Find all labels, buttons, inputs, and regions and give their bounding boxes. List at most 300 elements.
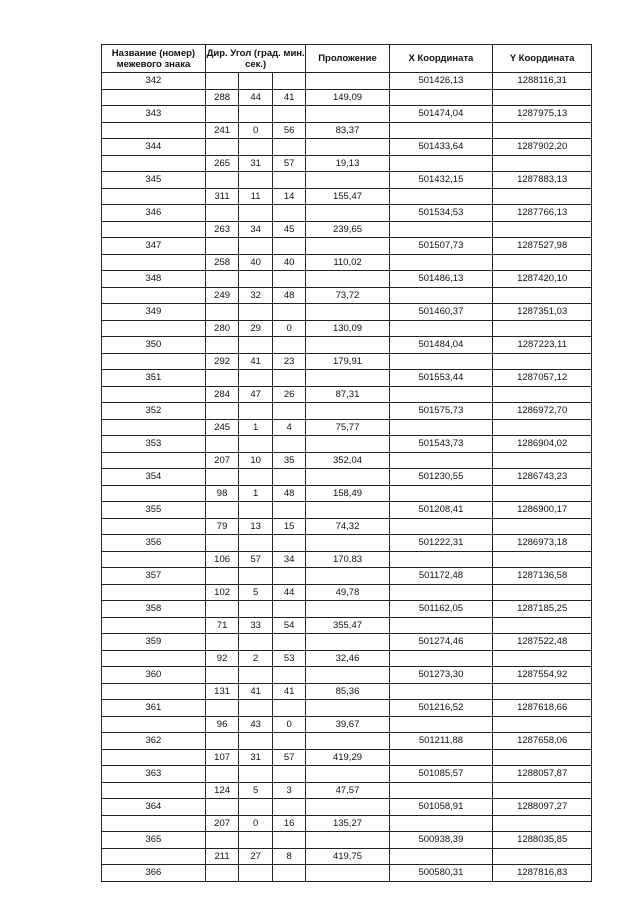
empty-cell xyxy=(493,485,592,502)
angle-sec: 48 xyxy=(272,287,306,304)
empty-cell xyxy=(272,304,306,321)
angle-deg: 107 xyxy=(205,749,239,766)
segment-row xyxy=(102,254,592,271)
angle-sec: 41 xyxy=(272,89,306,106)
empty-cell xyxy=(389,122,493,139)
point-x: 501543,73 xyxy=(389,436,493,453)
point-y: 1287816,83 xyxy=(493,865,592,882)
point-name: 363 xyxy=(102,766,206,783)
table-header-row xyxy=(102,45,592,73)
angle-deg: 131 xyxy=(205,683,239,700)
empty-cell xyxy=(389,485,493,502)
empty-cell xyxy=(493,155,592,172)
angle-min: 31 xyxy=(239,155,273,172)
empty-cell xyxy=(205,139,239,156)
point-name: 347 xyxy=(102,238,206,255)
empty-cell xyxy=(239,667,273,684)
angle-min: 27 xyxy=(239,848,273,865)
segment-length: 85,36 xyxy=(306,683,389,700)
point-y: 1287351,03 xyxy=(493,304,592,321)
segment-row xyxy=(102,749,592,766)
point-x: 501426,13 xyxy=(389,73,493,90)
point-y: 1287136,58 xyxy=(493,568,592,585)
angle-deg: 265 xyxy=(205,155,239,172)
point-name: 348 xyxy=(102,271,206,288)
segment-length: 158,49 xyxy=(306,485,389,502)
empty-cell xyxy=(239,502,273,519)
point-y: 1288057,87 xyxy=(493,766,592,783)
segment-length: 419,29 xyxy=(306,749,389,766)
empty-cell xyxy=(205,568,239,585)
point-y: 1287223,11 xyxy=(493,337,592,354)
segment-row xyxy=(102,122,592,139)
angle-sec: 23 xyxy=(272,353,306,370)
point-x: 501433,64 xyxy=(389,139,493,156)
point-row xyxy=(102,799,592,816)
angle-deg: 211 xyxy=(205,848,239,865)
angle-min: 10 xyxy=(239,452,273,469)
empty-cell xyxy=(102,122,206,139)
segment-row xyxy=(102,221,592,238)
empty-cell xyxy=(102,320,206,337)
point-y: 1287766,13 xyxy=(493,205,592,222)
point-name: 344 xyxy=(102,139,206,156)
point-row xyxy=(102,172,592,189)
empty-cell xyxy=(306,172,389,189)
empty-cell xyxy=(493,221,592,238)
empty-cell xyxy=(272,469,306,486)
segment-row xyxy=(102,452,592,469)
segment-length: 19,13 xyxy=(306,155,389,172)
segment-row xyxy=(102,485,592,502)
empty-cell xyxy=(389,518,493,535)
empty-cell xyxy=(102,650,206,667)
empty-cell xyxy=(306,205,389,222)
segment-row xyxy=(102,419,592,436)
point-row xyxy=(102,601,592,618)
empty-cell xyxy=(272,370,306,387)
point-name: 357 xyxy=(102,568,206,585)
angle-deg: 79 xyxy=(205,518,239,535)
empty-cell xyxy=(306,469,389,486)
point-name: 366 xyxy=(102,865,206,882)
segment-length: 149,09 xyxy=(306,89,389,106)
empty-cell xyxy=(389,848,493,865)
point-name: 364 xyxy=(102,799,206,816)
header-y: Y Координата xyxy=(493,45,592,73)
point-y: 1287902,20 xyxy=(493,139,592,156)
header-angle: Дир. Угол (град. мин. сек.) xyxy=(205,45,306,73)
empty-cell xyxy=(306,403,389,420)
empty-cell xyxy=(239,337,273,354)
angle-deg: 98 xyxy=(205,485,239,502)
angle-deg: 106 xyxy=(205,551,239,568)
empty-cell xyxy=(239,403,273,420)
empty-cell xyxy=(389,683,493,700)
angle-sec: 44 xyxy=(272,584,306,601)
empty-cell xyxy=(306,139,389,156)
empty-cell xyxy=(389,617,493,634)
empty-cell xyxy=(272,205,306,222)
point-name: 360 xyxy=(102,667,206,684)
angle-sec: 40 xyxy=(272,254,306,271)
empty-cell xyxy=(205,238,239,255)
empty-cell xyxy=(205,436,239,453)
point-y: 1287554,92 xyxy=(493,667,592,684)
segment-length: 352,04 xyxy=(306,452,389,469)
angle-min: 34 xyxy=(239,221,273,238)
point-y: 1286904,02 xyxy=(493,436,592,453)
angle-deg: 241 xyxy=(205,122,239,139)
segment-length: 179,91 xyxy=(306,353,389,370)
segment-row xyxy=(102,815,592,832)
angle-min: 11 xyxy=(239,188,273,205)
empty-cell xyxy=(272,436,306,453)
empty-cell xyxy=(272,337,306,354)
empty-cell xyxy=(389,287,493,304)
point-name: 349 xyxy=(102,304,206,321)
point-row xyxy=(102,436,592,453)
segment-row xyxy=(102,584,592,601)
empty-cell xyxy=(306,535,389,552)
empty-cell xyxy=(306,304,389,321)
segment-length: 39,67 xyxy=(306,716,389,733)
empty-cell xyxy=(389,716,493,733)
empty-cell xyxy=(389,782,493,799)
empty-cell xyxy=(205,205,239,222)
point-name: 356 xyxy=(102,535,206,552)
empty-cell xyxy=(102,749,206,766)
empty-cell xyxy=(306,601,389,618)
empty-cell xyxy=(389,254,493,271)
point-row xyxy=(102,337,592,354)
point-row xyxy=(102,403,592,420)
angle-min: 47 xyxy=(239,386,273,403)
segment-row xyxy=(102,518,592,535)
header-length: Проложение xyxy=(306,45,389,73)
point-row xyxy=(102,766,592,783)
empty-cell xyxy=(306,370,389,387)
empty-cell xyxy=(205,337,239,354)
empty-cell xyxy=(493,419,592,436)
point-x: 501273,30 xyxy=(389,667,493,684)
point-x: 501460,37 xyxy=(389,304,493,321)
point-y: 1287883,13 xyxy=(493,172,592,189)
angle-deg: 288 xyxy=(205,89,239,106)
segment-row xyxy=(102,155,592,172)
empty-cell xyxy=(272,799,306,816)
point-y: 1286973,18 xyxy=(493,535,592,552)
angle-sec: 26 xyxy=(272,386,306,403)
angle-min: 13 xyxy=(239,518,273,535)
angle-min: 5 xyxy=(239,584,273,601)
angle-min: 32 xyxy=(239,287,273,304)
empty-cell xyxy=(102,782,206,799)
empty-cell xyxy=(389,749,493,766)
point-row xyxy=(102,667,592,684)
point-y: 1288097,27 xyxy=(493,799,592,816)
empty-cell xyxy=(239,700,273,717)
point-x: 501474,04 xyxy=(389,106,493,123)
empty-cell xyxy=(306,271,389,288)
empty-cell xyxy=(205,172,239,189)
empty-cell xyxy=(493,683,592,700)
empty-cell xyxy=(306,634,389,651)
empty-cell xyxy=(272,172,306,189)
empty-cell xyxy=(306,832,389,849)
angle-sec: 0 xyxy=(272,320,306,337)
empty-cell xyxy=(493,650,592,667)
table-body xyxy=(102,73,592,882)
point-name: 359 xyxy=(102,634,206,651)
angle-min: 1 xyxy=(239,419,273,436)
segment-row xyxy=(102,782,592,799)
empty-cell xyxy=(389,353,493,370)
point-x: 501222,31 xyxy=(389,535,493,552)
point-y: 1286900,17 xyxy=(493,502,592,519)
angle-min: 31 xyxy=(239,749,273,766)
empty-cell xyxy=(102,188,206,205)
empty-cell xyxy=(493,452,592,469)
empty-cell xyxy=(239,436,273,453)
angle-deg: 92 xyxy=(205,650,239,667)
empty-cell xyxy=(272,733,306,750)
point-row xyxy=(102,568,592,585)
segment-length: 87,31 xyxy=(306,386,389,403)
angle-deg: 71 xyxy=(205,617,239,634)
point-row xyxy=(102,865,592,882)
empty-cell xyxy=(389,584,493,601)
empty-cell xyxy=(493,386,592,403)
point-x: 501162,05 xyxy=(389,601,493,618)
point-name: 361 xyxy=(102,700,206,717)
empty-cell xyxy=(239,568,273,585)
point-name: 353 xyxy=(102,436,206,453)
angle-min: 44 xyxy=(239,89,273,106)
point-name: 350 xyxy=(102,337,206,354)
empty-cell xyxy=(389,386,493,403)
point-row xyxy=(102,700,592,717)
empty-cell xyxy=(389,155,493,172)
empty-cell xyxy=(493,188,592,205)
point-row xyxy=(102,370,592,387)
angle-min: 41 xyxy=(239,353,273,370)
empty-cell xyxy=(272,832,306,849)
angle-min: 33 xyxy=(239,617,273,634)
empty-cell xyxy=(239,634,273,651)
angle-sec: 3 xyxy=(272,782,306,799)
empty-cell xyxy=(205,304,239,321)
point-row xyxy=(102,535,592,552)
segment-row xyxy=(102,551,592,568)
empty-cell xyxy=(272,73,306,90)
point-row xyxy=(102,205,592,222)
empty-cell xyxy=(239,733,273,750)
point-row xyxy=(102,139,592,156)
point-name: 352 xyxy=(102,403,206,420)
empty-cell xyxy=(272,601,306,618)
segment-length: 130,09 xyxy=(306,320,389,337)
empty-cell xyxy=(389,221,493,238)
empty-cell xyxy=(239,535,273,552)
angle-deg: 124 xyxy=(205,782,239,799)
point-x: 501484,04 xyxy=(389,337,493,354)
empty-cell xyxy=(102,683,206,700)
coordinates-table xyxy=(101,44,592,882)
empty-cell xyxy=(272,667,306,684)
point-name: 351 xyxy=(102,370,206,387)
point-row xyxy=(102,634,592,651)
segment-row xyxy=(102,353,592,370)
empty-cell xyxy=(493,122,592,139)
empty-cell xyxy=(205,766,239,783)
point-x: 501553,44 xyxy=(389,370,493,387)
point-y: 1286743,23 xyxy=(493,469,592,486)
empty-cell xyxy=(272,502,306,519)
point-name: 365 xyxy=(102,832,206,849)
empty-cell xyxy=(102,452,206,469)
point-y: 1287185,25 xyxy=(493,601,592,618)
empty-cell xyxy=(272,106,306,123)
empty-cell xyxy=(493,617,592,634)
point-y: 1287618,66 xyxy=(493,700,592,717)
empty-cell xyxy=(239,370,273,387)
empty-cell xyxy=(102,89,206,106)
empty-cell xyxy=(239,832,273,849)
empty-cell xyxy=(306,700,389,717)
angle-sec: 14 xyxy=(272,188,306,205)
empty-cell xyxy=(102,386,206,403)
empty-cell xyxy=(102,584,206,601)
empty-cell xyxy=(389,419,493,436)
empty-cell xyxy=(389,815,493,832)
empty-cell xyxy=(239,799,273,816)
empty-cell xyxy=(102,815,206,832)
angle-deg: 207 xyxy=(205,452,239,469)
angle-sec: 57 xyxy=(272,155,306,172)
point-name: 345 xyxy=(102,172,206,189)
empty-cell xyxy=(493,584,592,601)
empty-cell xyxy=(205,271,239,288)
angle-min: 2 xyxy=(239,650,273,667)
empty-cell xyxy=(239,766,273,783)
empty-cell xyxy=(205,601,239,618)
point-x: 501085,57 xyxy=(389,766,493,783)
empty-cell xyxy=(205,799,239,816)
angle-min: 57 xyxy=(239,551,273,568)
empty-cell xyxy=(306,238,389,255)
empty-cell xyxy=(205,733,239,750)
empty-cell xyxy=(205,502,239,519)
point-name: 358 xyxy=(102,601,206,618)
segment-row xyxy=(102,683,592,700)
point-y: 1287522,48 xyxy=(493,634,592,651)
angle-sec: 41 xyxy=(272,683,306,700)
empty-cell xyxy=(205,403,239,420)
empty-cell xyxy=(272,403,306,420)
empty-cell xyxy=(272,700,306,717)
segment-length: 75,77 xyxy=(306,419,389,436)
angle-sec: 8 xyxy=(272,848,306,865)
empty-cell xyxy=(239,271,273,288)
angle-deg: 263 xyxy=(205,221,239,238)
point-x: 501211,88 xyxy=(389,733,493,750)
empty-cell xyxy=(389,551,493,568)
point-row xyxy=(102,469,592,486)
segment-row xyxy=(102,716,592,733)
angle-sec: 0 xyxy=(272,716,306,733)
empty-cell xyxy=(102,254,206,271)
angle-min: 40 xyxy=(239,254,273,271)
angle-sec: 4 xyxy=(272,419,306,436)
empty-cell xyxy=(493,716,592,733)
angle-min: 43 xyxy=(239,716,273,733)
empty-cell xyxy=(205,634,239,651)
point-y: 1286972,70 xyxy=(493,403,592,420)
empty-cell xyxy=(306,733,389,750)
empty-cell xyxy=(493,815,592,832)
empty-cell xyxy=(102,551,206,568)
empty-cell xyxy=(239,601,273,618)
empty-cell xyxy=(102,353,206,370)
empty-cell xyxy=(102,617,206,634)
empty-cell xyxy=(205,700,239,717)
angle-min: 29 xyxy=(239,320,273,337)
point-x: 501507,73 xyxy=(389,238,493,255)
empty-cell xyxy=(306,73,389,90)
point-x: 501208,41 xyxy=(389,502,493,519)
angle-sec: 34 xyxy=(272,551,306,568)
angle-sec: 56 xyxy=(272,122,306,139)
empty-cell xyxy=(102,287,206,304)
empty-cell xyxy=(239,304,273,321)
point-row xyxy=(102,238,592,255)
empty-cell xyxy=(493,749,592,766)
point-x: 501172,48 xyxy=(389,568,493,585)
empty-cell xyxy=(493,782,592,799)
empty-cell xyxy=(306,502,389,519)
empty-cell xyxy=(493,320,592,337)
segment-row xyxy=(102,89,592,106)
empty-cell xyxy=(493,353,592,370)
point-row xyxy=(102,271,592,288)
segment-length: 110,02 xyxy=(306,254,389,271)
angle-min: 0 xyxy=(239,122,273,139)
point-x: 501575,73 xyxy=(389,403,493,420)
angle-deg: 249 xyxy=(205,287,239,304)
empty-cell xyxy=(306,106,389,123)
angle-deg: 96 xyxy=(205,716,239,733)
point-x: 500580,31 xyxy=(389,865,493,882)
angle-sec: 48 xyxy=(272,485,306,502)
segment-length: 355,47 xyxy=(306,617,389,634)
angle-sec: 16 xyxy=(272,815,306,832)
angle-deg: 245 xyxy=(205,419,239,436)
angle-min: 0 xyxy=(239,815,273,832)
segment-row xyxy=(102,188,592,205)
empty-cell xyxy=(205,469,239,486)
empty-cell xyxy=(493,518,592,535)
point-name: 354 xyxy=(102,469,206,486)
empty-cell xyxy=(239,238,273,255)
point-x: 501486,13 xyxy=(389,271,493,288)
empty-cell xyxy=(205,667,239,684)
empty-cell xyxy=(239,73,273,90)
empty-cell xyxy=(389,89,493,106)
header-name: Название (номер) межевого знака xyxy=(102,45,206,73)
angle-deg: 280 xyxy=(205,320,239,337)
angle-sec: 45 xyxy=(272,221,306,238)
